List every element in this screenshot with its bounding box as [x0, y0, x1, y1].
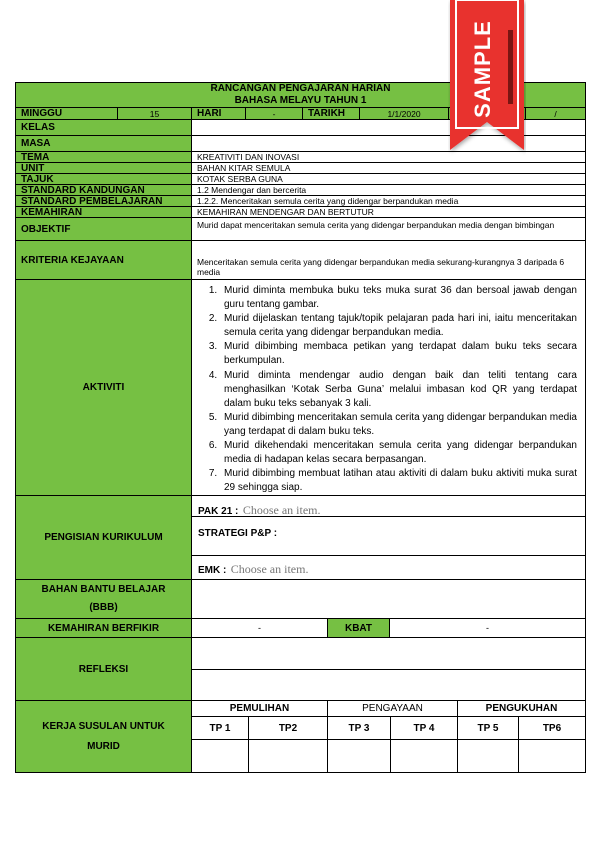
aktiviti-item: 4. Murid diminta mendengar audio dengan baik dan teliti tentang cara menghasilkan ‘Kotak Serba Guna’ melalui imbasan kod QR yang terdapat dalam buku teks sebanyak 3 kali.	[220, 369, 577, 411]
kbat-value: -	[389, 618, 586, 638]
aktiviti-item: 6. Murid dikehendaki menceritakan semula cerita yang didengar berpandukan media di hadapan kelas secara berpasangan.	[220, 439, 577, 467]
emk-label: EMK :	[198, 565, 227, 576]
aktiviti-list	[191, 279, 586, 496]
refleksi-label: REFLEKSI	[15, 637, 192, 701]
bbb-label-line1: BAHAN BANTU BELAJAR	[41, 584, 166, 595]
emk-dropdown[interactable]: Choose an item.	[230, 562, 309, 576]
pemulihan-header: PEMULIHAN	[191, 700, 328, 717]
bbb-label-line2: (BBB)	[89, 602, 118, 613]
kemahiran-value: KEMAHIRAN MENDENGAR DAN BERTUTUR	[191, 206, 586, 218]
refleksi-line-2	[191, 669, 586, 701]
tp2-header: TP2	[248, 716, 328, 740]
hari-value: -	[245, 107, 303, 120]
masa-label: MASA	[15, 135, 192, 152]
kerja-susulan-label	[15, 700, 192, 773]
tp4-header: TP 4	[390, 716, 458, 740]
standard-pembelajaran-value: 1.2.2. Menceritakan semula cerita yang didengar berpandukan media	[191, 195, 586, 207]
pengayaan-header: PENGAYAAN	[327, 700, 458, 717]
aktiviti-label: AKTIVITI	[15, 279, 192, 496]
kemahiran-berfikir-label: KEMAHIRAN BERFIKIR	[15, 618, 192, 638]
aktiviti-item: 7. Murid dibimbing membuat latihan atau aktiviti di dalam buku aktiviti muka surat 29 sehingga siap.	[220, 467, 577, 495]
info-extra-value: /	[525, 107, 586, 120]
pak21-label: PAK 21 :	[198, 506, 239, 517]
pak21-cell	[191, 495, 586, 517]
kelas-label: KELAS	[15, 119, 192, 136]
tp3-header: TP 3	[327, 716, 391, 740]
emk-cell	[191, 555, 586, 580]
objektif-label: OBJEKTIF	[15, 217, 192, 241]
tp5-header: TP 5	[457, 716, 519, 740]
standard-pembelajaran-label: STANDARD PEMBELAJARAN	[15, 195, 192, 207]
unit-label: UNIT	[15, 162, 192, 174]
aktiviti-item: 3. Murid dibimbing membaca petikan yang terdapat dalam buku teks secara berkumpulan.	[220, 340, 577, 368]
hari-label: HARI	[191, 107, 246, 120]
tarikh-value: 1/1/2020	[359, 107, 449, 120]
aktiviti-item: 5. Murid dibimbing menceritakan semula cerita yang didengar berpandukan media yang terdapat di dalam buku teks.	[220, 411, 577, 439]
tp3-cell	[327, 739, 391, 773]
tp2-cell	[248, 739, 328, 773]
sample-text: SAMPLE	[470, 20, 495, 118]
kemahiran-label: KEMAHIRAN	[15, 206, 192, 218]
strategi-cell	[191, 516, 586, 556]
bbb-label	[15, 579, 192, 619]
tajuk-label: TAJUK	[15, 173, 192, 185]
minggu-label: MINGGU	[15, 107, 118, 120]
kemahiran-berfikir-value: -	[191, 618, 328, 638]
aktiviti-item: 1. Murid diminta membuka buku teks muka surat 36 dan bersoal jawab dengan guru tentang gambar.	[220, 284, 577, 312]
tarikh-label: TARIKH	[302, 107, 360, 120]
objektif-value: Murid dapat menceritakan semula cerita yang didengar berpandukan media dengan bimbingan	[191, 217, 586, 241]
tp4-cell	[390, 739, 458, 773]
tp1-header: TP 1	[191, 716, 249, 740]
header-title-line1: RANCANGAN PENGAJARAN HARIAN	[210, 83, 391, 94]
standard-kandungan-label: STANDARD KANDUNGAN	[15, 184, 192, 196]
pak21-dropdown[interactable]: Choose an item.	[242, 503, 321, 517]
tp6-header: TP6	[518, 716, 586, 740]
pengukuhan-header: PENGUKUHAN	[457, 700, 586, 717]
kriteria-kejayaan-label: KRITERIA KEJAYAAN	[15, 240, 192, 280]
tp5-cell	[457, 739, 519, 773]
tema-label: TEMA	[15, 151, 192, 163]
standard-kandungan-value: 1.2 Mendengar dan bercerita	[191, 184, 586, 196]
pengisian-kurikulum-label: PENGISIAN KURIKULUM	[15, 495, 192, 580]
minggu-value: 15	[117, 107, 192, 120]
kelas-value	[191, 119, 586, 136]
tajuk-value: KOTAK SERBA GUNA	[191, 173, 586, 185]
strategi-label: STRATEGI P&P :	[198, 528, 278, 539]
tp1-cell	[191, 739, 249, 773]
kriteria-kejayaan-value: Menceritakan semula cerita yang didengar berpandukan media sekurang-kurangnya 3 daripada 6 media	[191, 240, 586, 280]
header-title-line2: BAHASA MELAYU TAHUN 1	[234, 95, 367, 106]
kbat-label: KBAT	[327, 618, 390, 638]
refleksi-line-1	[191, 637, 586, 670]
tema-value: KREATIVITI DAN INOVASI	[191, 151, 586, 163]
bbb-value	[191, 579, 586, 619]
kerja-susulan-label-line2: MURID	[87, 740, 120, 752]
tp6-cell	[518, 739, 586, 773]
unit-value: BAHAN KITAR SEMULA	[191, 162, 586, 174]
sample-watermark	[448, 0, 526, 160]
kerja-susulan-label-line1: KERJA SUSULAN UNTUK	[42, 720, 165, 732]
masa-value	[191, 135, 586, 152]
aktiviti-item: 2. Murid dijelaskan tentang tajuk/topik pelajaran pada hari ini, iaitu menceritakan semula cerita yang didengar berpandukan media.	[220, 312, 577, 340]
